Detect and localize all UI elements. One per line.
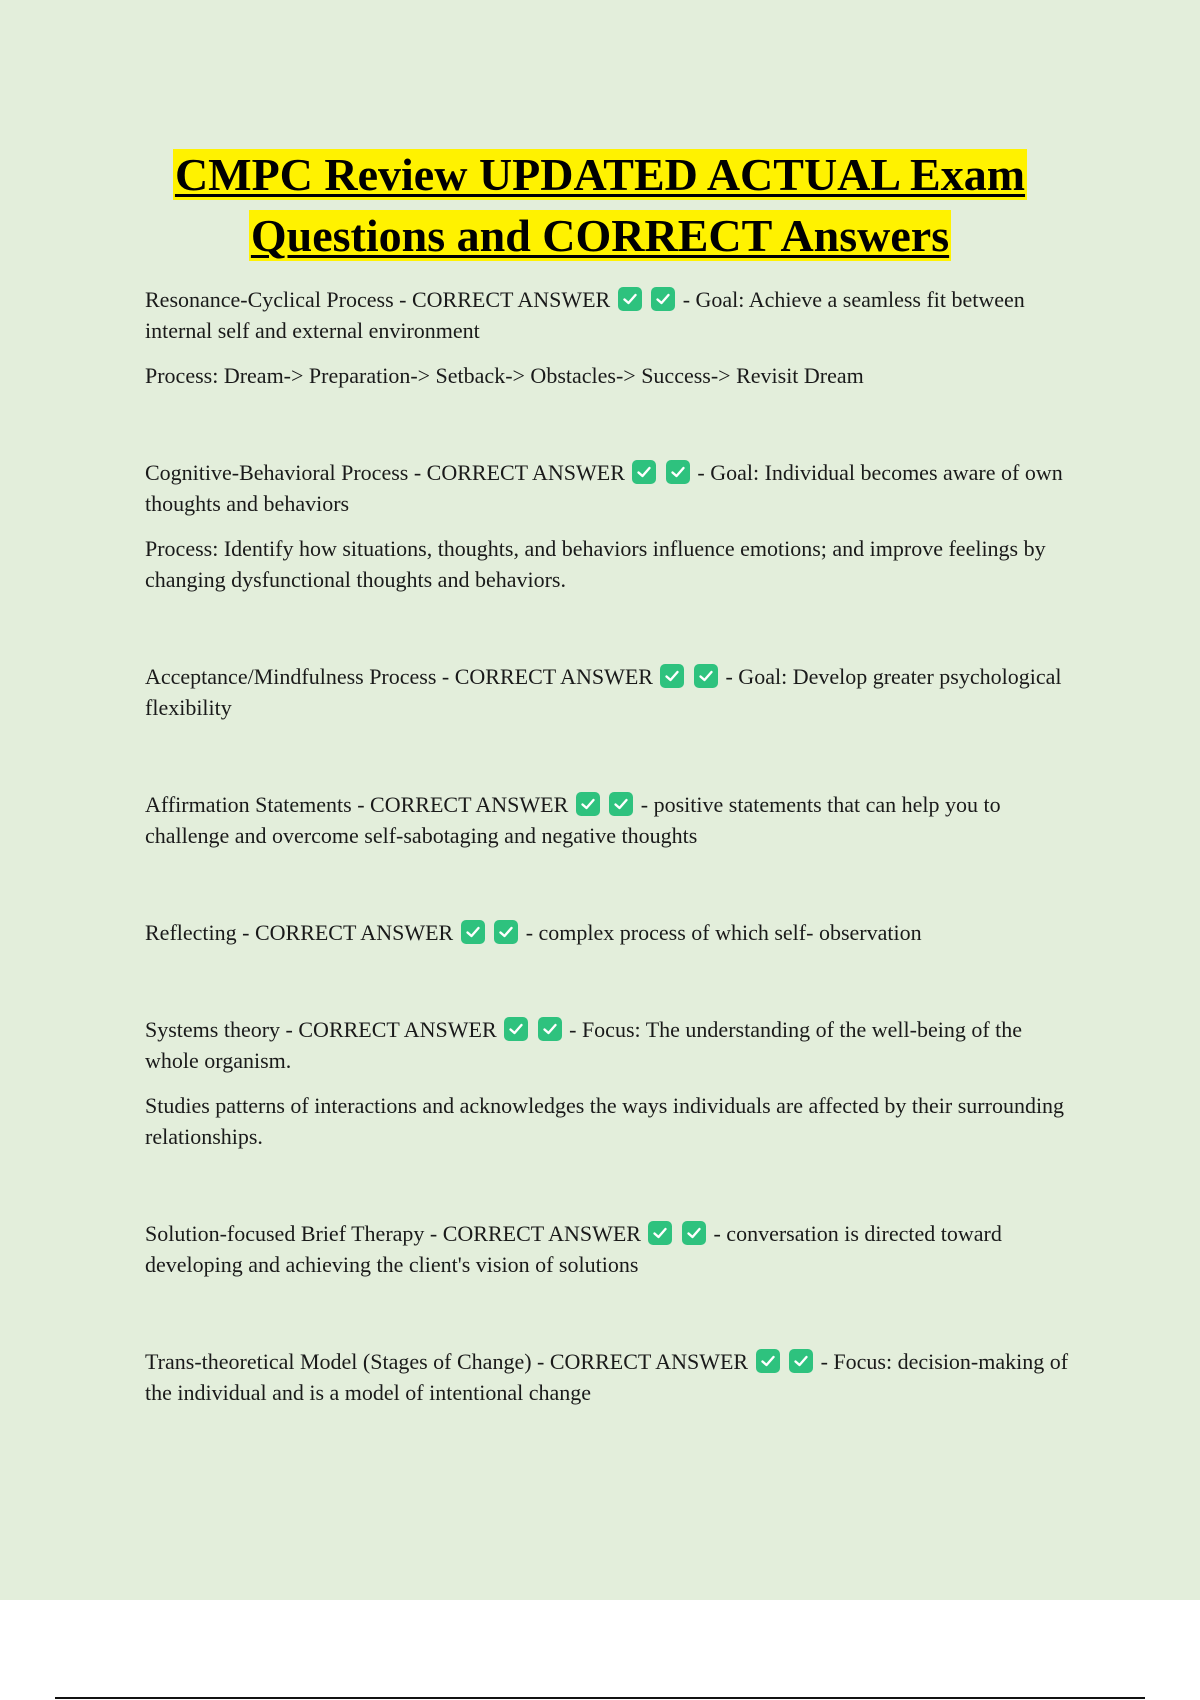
qa-definition: - conversation is directed toward developing and achieving the client's vision of solutions bbox=[145, 1221, 1002, 1277]
qa-entry bbox=[145, 917, 1080, 948]
check-mark-icon bbox=[618, 287, 642, 311]
qa-entry bbox=[145, 1346, 1080, 1408]
qa-extra-paragraph: Process: Identify how situations, thoughts, and behaviors influence emotions; and improve feelings by changing dysfunctional thoughts and behaviors. bbox=[145, 536, 1046, 592]
qa-extra-paragraph: Process: Dream-> Preparation-> Setback-> Obstacles-> Success-> Revisit Dream bbox=[145, 363, 864, 388]
check-mark-icon bbox=[504, 1017, 528, 1041]
check-mark-icon bbox=[666, 460, 690, 484]
qa-definition: - Goal: Achieve a seamless fit between internal self and external environment bbox=[145, 287, 1025, 343]
qa-entry bbox=[145, 789, 1080, 851]
qa-definition: - Focus: decision-making of the individual and is a model of intentional change bbox=[145, 1349, 1069, 1405]
qa-entry bbox=[145, 661, 1080, 723]
check-mark-icon bbox=[660, 664, 684, 688]
check-mark-icon bbox=[756, 1349, 780, 1373]
qa-term: Affirmation Statements - CORRECT ANSWER bbox=[145, 792, 569, 817]
qa-term: Solution-focused Brief Therapy - CORRECT ANSWER bbox=[145, 1221, 641, 1246]
title-line-2: Questions and CORRECT Answers bbox=[250, 210, 950, 261]
check-mark-icon bbox=[682, 1221, 706, 1245]
check-mark-icon bbox=[694, 664, 718, 688]
qa-entry bbox=[145, 1014, 1080, 1152]
title-line-1: CMPC Review UPDATED ACTUAL Exam bbox=[174, 149, 1026, 200]
document-title bbox=[0, 144, 1200, 266]
qa-answer-line bbox=[145, 661, 1080, 723]
qa-definition: - Goal: Individual becomes aware of own thoughts and behaviors bbox=[145, 460, 1063, 516]
qa-answer-line bbox=[145, 917, 1080, 948]
qa-entry bbox=[145, 1218, 1080, 1280]
qa-term: Cognitive-Behavioral Process - CORRECT ANSWER bbox=[145, 460, 625, 485]
qa-answer-line bbox=[145, 789, 1080, 851]
check-mark-icon bbox=[632, 460, 656, 484]
qa-answer-line bbox=[145, 1346, 1080, 1408]
check-mark-icon bbox=[576, 792, 600, 816]
qa-extra-paragraph: Studies patterns of interactions and acknowledges the ways individuals are affected by their surrounding relationships. bbox=[145, 1093, 1065, 1149]
check-mark-icon bbox=[461, 920, 485, 944]
qa-entry bbox=[145, 284, 1080, 391]
qa-entry bbox=[145, 457, 1080, 595]
qa-term: Acceptance/Mindfulness Process - CORRECT ANSWER bbox=[145, 664, 653, 689]
qa-definition: - Focus: The understanding of the well-being of the whole organism. bbox=[145, 1017, 1023, 1073]
qa-answer-line bbox=[145, 284, 1080, 346]
qa-answer-line bbox=[145, 1218, 1080, 1280]
qa-list bbox=[145, 284, 1080, 1408]
check-mark-icon bbox=[609, 792, 633, 816]
check-mark-icon bbox=[494, 920, 518, 944]
check-mark-icon bbox=[538, 1017, 562, 1041]
qa-term: Trans-theoretical Model (Stages of Change) - CORRECT ANSWER bbox=[145, 1349, 749, 1374]
qa-answer-line bbox=[145, 457, 1080, 519]
qa-term: Resonance-Cyclical Process - CORRECT ANSWER bbox=[145, 287, 611, 312]
qa-definition: - complex process of which self- observation bbox=[520, 920, 922, 945]
footer-divider bbox=[55, 1697, 1145, 1699]
qa-definition: - positive statements that can help you to challenge and overcome self-sabotaging and negative thoughts bbox=[145, 792, 1001, 848]
check-mark-icon bbox=[651, 287, 675, 311]
qa-term: Reflecting - CORRECT ANSWER bbox=[145, 920, 454, 945]
qa-answer-line bbox=[145, 1014, 1080, 1076]
check-mark-icon bbox=[648, 1221, 672, 1245]
check-mark-icon bbox=[789, 1349, 813, 1373]
qa-term: Systems theory - CORRECT ANSWER bbox=[145, 1017, 497, 1042]
qa-definition: - Goal: Develop greater psychological flexibility bbox=[145, 664, 1062, 720]
